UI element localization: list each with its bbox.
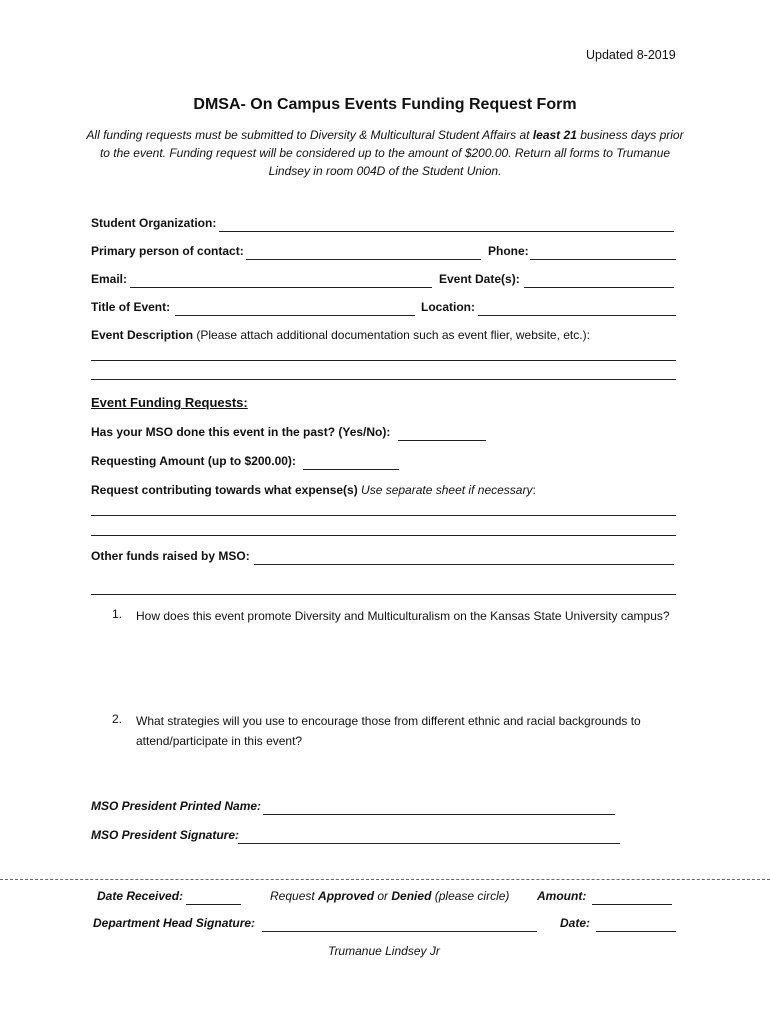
denied-option[interactable]: Denied [391, 889, 432, 903]
dept-date-label: Date: [560, 916, 591, 930]
request-status-row [270, 889, 509, 903]
dept-signature-line[interactable] [262, 931, 537, 932]
location-line[interactable] [478, 315, 676, 316]
contributing-expense-row [91, 483, 536, 497]
contributing-expense-colon: : [532, 483, 536, 497]
student-org-line[interactable] [219, 231, 674, 232]
requesting-amount-line[interactable] [303, 469, 399, 470]
student-org-label: Student Organization: [91, 216, 217, 230]
contributing-expense-line-1[interactable] [91, 515, 676, 516]
intro-bold: least 21 [532, 128, 577, 142]
past-event-label: Has your MSO done this event in the past? (Yes/No): [91, 425, 391, 439]
signer-name: Trumanue Lindsey Jr [328, 944, 440, 958]
dept-date-line[interactable] [596, 931, 676, 932]
event-description-note: (Please attach additional documentation such as event flier, website, etc.): [193, 328, 590, 342]
primary-contact-line[interactable] [246, 259, 481, 260]
contributing-expense-label: Request contributing towards what expense(s) [91, 483, 358, 497]
other-funds-line-2[interactable] [91, 594, 676, 595]
updated-date: Updated 8-2019 [586, 48, 676, 62]
past-event-line[interactable] [398, 440, 486, 441]
primary-contact-label: Primary person of contact: [91, 244, 244, 258]
event-description-row [91, 328, 590, 342]
amount-line[interactable] [592, 904, 672, 905]
phone-line[interactable] [530, 259, 676, 260]
dept-signature-label: Department Head Signature: [93, 916, 256, 930]
question-1-number: 1. [112, 607, 123, 621]
request-or: or [374, 889, 392, 903]
form-title: DMSA- On Campus Events Funding Request Form [193, 96, 577, 113]
event-description-line-2[interactable] [91, 379, 676, 380]
intro-text [80, 126, 690, 180]
event-description-label: Event Description [91, 328, 194, 342]
event-description-line-1[interactable] [91, 360, 676, 361]
president-signature-line[interactable] [238, 843, 620, 844]
other-funds-line[interactable] [254, 564, 674, 565]
location-label: Location: [421, 300, 475, 314]
email-label: Email: [91, 272, 128, 286]
funding-heading: Event Funding Requests: [91, 395, 248, 410]
contributing-expense-line-2[interactable] [91, 535, 676, 536]
other-funds-label: Other funds raised by MSO: [91, 549, 250, 563]
intro-part2: business days prior to the event. Funding request will be considered up to the amount of $200.00. Return all forms to Trumanue Lindsey in room 004D of the Student Union. [99, 128, 684, 178]
request-pre: Request [270, 889, 319, 903]
question-1-text: How does this event promote Diversity and Multiculturalism on the Kansas State University campus? [136, 609, 670, 623]
event-title-line[interactable] [175, 315, 415, 316]
circle-note: (please circle) [431, 889, 510, 903]
event-title-label: Title of Event: [91, 300, 171, 314]
question-2-number: 2. [112, 712, 123, 726]
date-received-line[interactable] [186, 904, 241, 905]
printed-name-line[interactable] [263, 814, 615, 815]
date-received-label: Date Received: [97, 889, 184, 903]
event-dates-line[interactable] [524, 287, 674, 288]
question-2-text: What strategies will you use to encourage those from different ethnic and racial backgrounds to attend/participate in this event? [136, 714, 641, 748]
requesting-amount-label: Requesting Amount (up to $200.00): [91, 454, 296, 468]
approved-option[interactable]: Approved [318, 889, 375, 903]
event-dates-label: Event Date(s): [439, 272, 520, 286]
phone-label: Phone: [488, 244, 529, 258]
email-line[interactable] [130, 287, 432, 288]
printed-name-label: MSO President Printed Name: [91, 799, 262, 813]
office-use-divider [0, 879, 770, 880]
contributing-expense-note: Use separate sheet if necessary [357, 483, 533, 497]
president-signature-label: MSO President Signature: [91, 828, 240, 842]
intro-part1: All funding requests must be submitted to Diversity & Multicultural Student Affairs at [86, 128, 533, 142]
amount-label: Amount: [537, 889, 587, 903]
